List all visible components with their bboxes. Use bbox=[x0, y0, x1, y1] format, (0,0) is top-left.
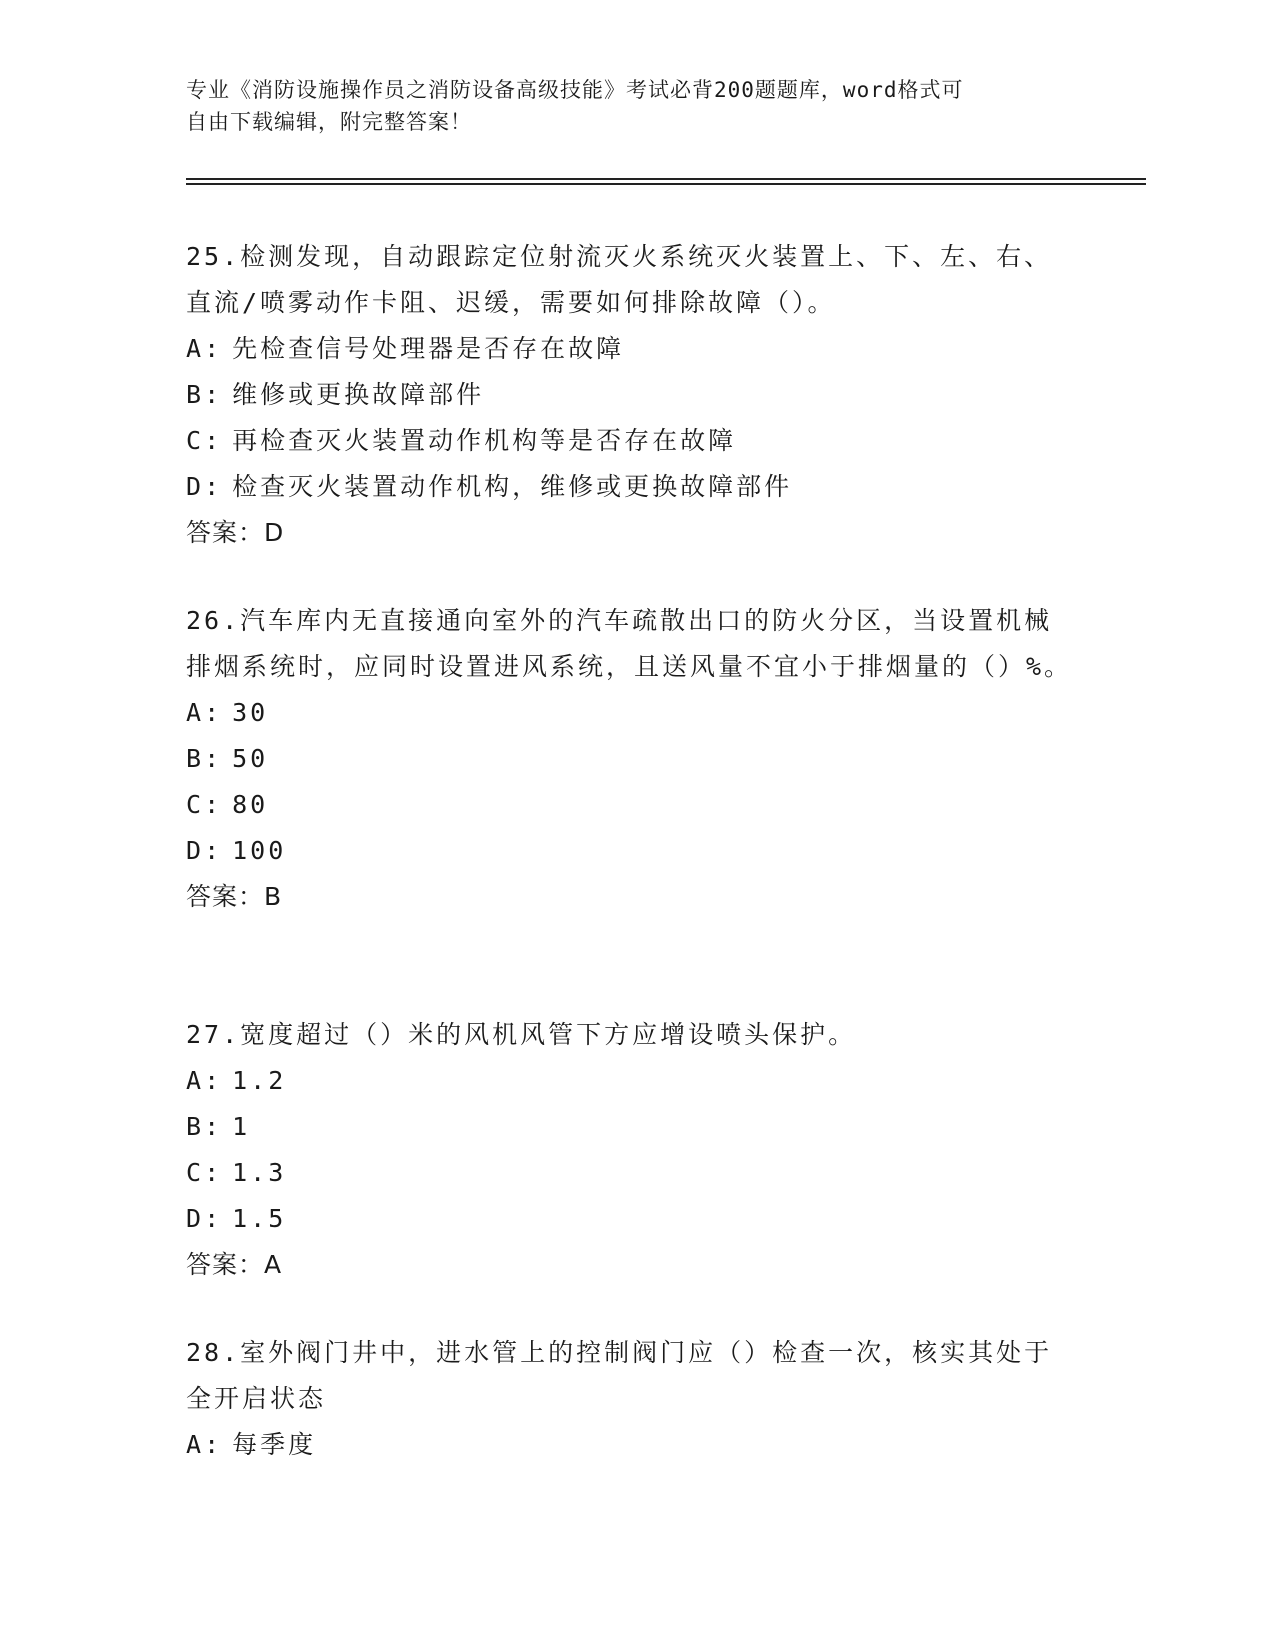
question-stem: 25.检测发现，自动跟踪定位射流灭火系统灭火装置上、下、左、右、直流/喷雾动作卡阻、迟缓，需要如何排除故障（）。 bbox=[186, 242, 1053, 317]
option-d: D: 检查灭火装置动作机构，维修或更换故障部件 bbox=[186, 472, 793, 501]
option-b: B: 1 bbox=[186, 1112, 251, 1141]
option-letter: B bbox=[186, 380, 205, 409]
option-d: D: 1.5 bbox=[186, 1204, 287, 1233]
document-header bbox=[186, 74, 1066, 138]
option-text: 1.3 bbox=[232, 1158, 287, 1187]
option-text: 先检查信号处理器是否存在故障 bbox=[232, 334, 625, 363]
answer-line: 答案：D bbox=[186, 518, 285, 547]
option-letter: D bbox=[186, 1204, 205, 1233]
option-a: A: 1.2 bbox=[186, 1066, 287, 1095]
header-divider-bottom bbox=[186, 183, 1146, 185]
option-text: 1.5 bbox=[232, 1204, 287, 1233]
header-line-1: 专业《消防设施操作员之消防设备高级技能》考试必背200题题库，word格式可 bbox=[186, 78, 964, 102]
option-c: C: 80 bbox=[186, 790, 269, 819]
option-text: 30 bbox=[232, 698, 269, 727]
option-d: D: 100 bbox=[186, 836, 287, 865]
option-text: 1 bbox=[232, 1112, 251, 1141]
option-text: 每季度 bbox=[232, 1430, 317, 1459]
option-letter: A bbox=[186, 1066, 205, 1095]
option-letter: A bbox=[186, 698, 205, 727]
answer-line: 答案：A bbox=[186, 1250, 283, 1279]
option-letter: A bbox=[186, 334, 205, 363]
option-c: C: 1.3 bbox=[186, 1158, 287, 1187]
option-letter: C bbox=[186, 1158, 205, 1187]
option-text: 1.2 bbox=[232, 1066, 287, 1095]
header-line-2: 自由下载编辑，附完整答案！ bbox=[186, 110, 472, 134]
question-25 bbox=[186, 234, 1076, 556]
option-a: A: 每季度 bbox=[186, 1430, 317, 1459]
option-text: 维修或更换故障部件 bbox=[232, 380, 485, 409]
option-text: 再检查灭火装置动作机构等是否存在故障 bbox=[232, 426, 737, 455]
option-text: 100 bbox=[232, 836, 287, 865]
option-b: B: 50 bbox=[186, 744, 269, 773]
option-b: B: 维修或更换故障部件 bbox=[186, 380, 485, 409]
option-letter: D bbox=[186, 472, 205, 501]
question-28 bbox=[186, 1330, 1076, 1468]
option-letter: C bbox=[186, 790, 205, 819]
question-stem: 26.汽车库内无直接通向室外的汽车疏散出口的防火分区，当设置机械排烟系统时，应同时设置进风系统，且送风量不宜小于排烟量的（）%。 bbox=[186, 606, 1073, 681]
option-c: C: 再检查灭火装置动作机构等是否存在故障 bbox=[186, 426, 737, 455]
option-letter: A bbox=[186, 1430, 205, 1459]
option-text: 50 bbox=[232, 744, 269, 773]
answer-line: 答案：B bbox=[186, 882, 283, 911]
question-26 bbox=[186, 598, 1076, 920]
option-letter: C bbox=[186, 426, 205, 455]
question-27 bbox=[186, 1012, 1076, 1288]
question-stem: 27.宽度超过（）米的风机风管下方应增设喷头保护。 bbox=[186, 1020, 857, 1049]
header-divider-top bbox=[186, 178, 1146, 180]
option-text: 80 bbox=[232, 790, 269, 819]
option-a: A: 先检查信号处理器是否存在故障 bbox=[186, 334, 625, 363]
option-letter: B bbox=[186, 1112, 205, 1141]
option-letter: B bbox=[186, 744, 205, 773]
option-a: A: 30 bbox=[186, 698, 269, 727]
question-stem: 28.室外阀门井中，进水管上的控制阀门应（）检查一次，核实其处于全开启状态 bbox=[186, 1338, 1053, 1413]
option-letter: D bbox=[186, 836, 205, 865]
option-text: 检查灭火装置动作机构，维修或更换故障部件 bbox=[232, 472, 793, 501]
